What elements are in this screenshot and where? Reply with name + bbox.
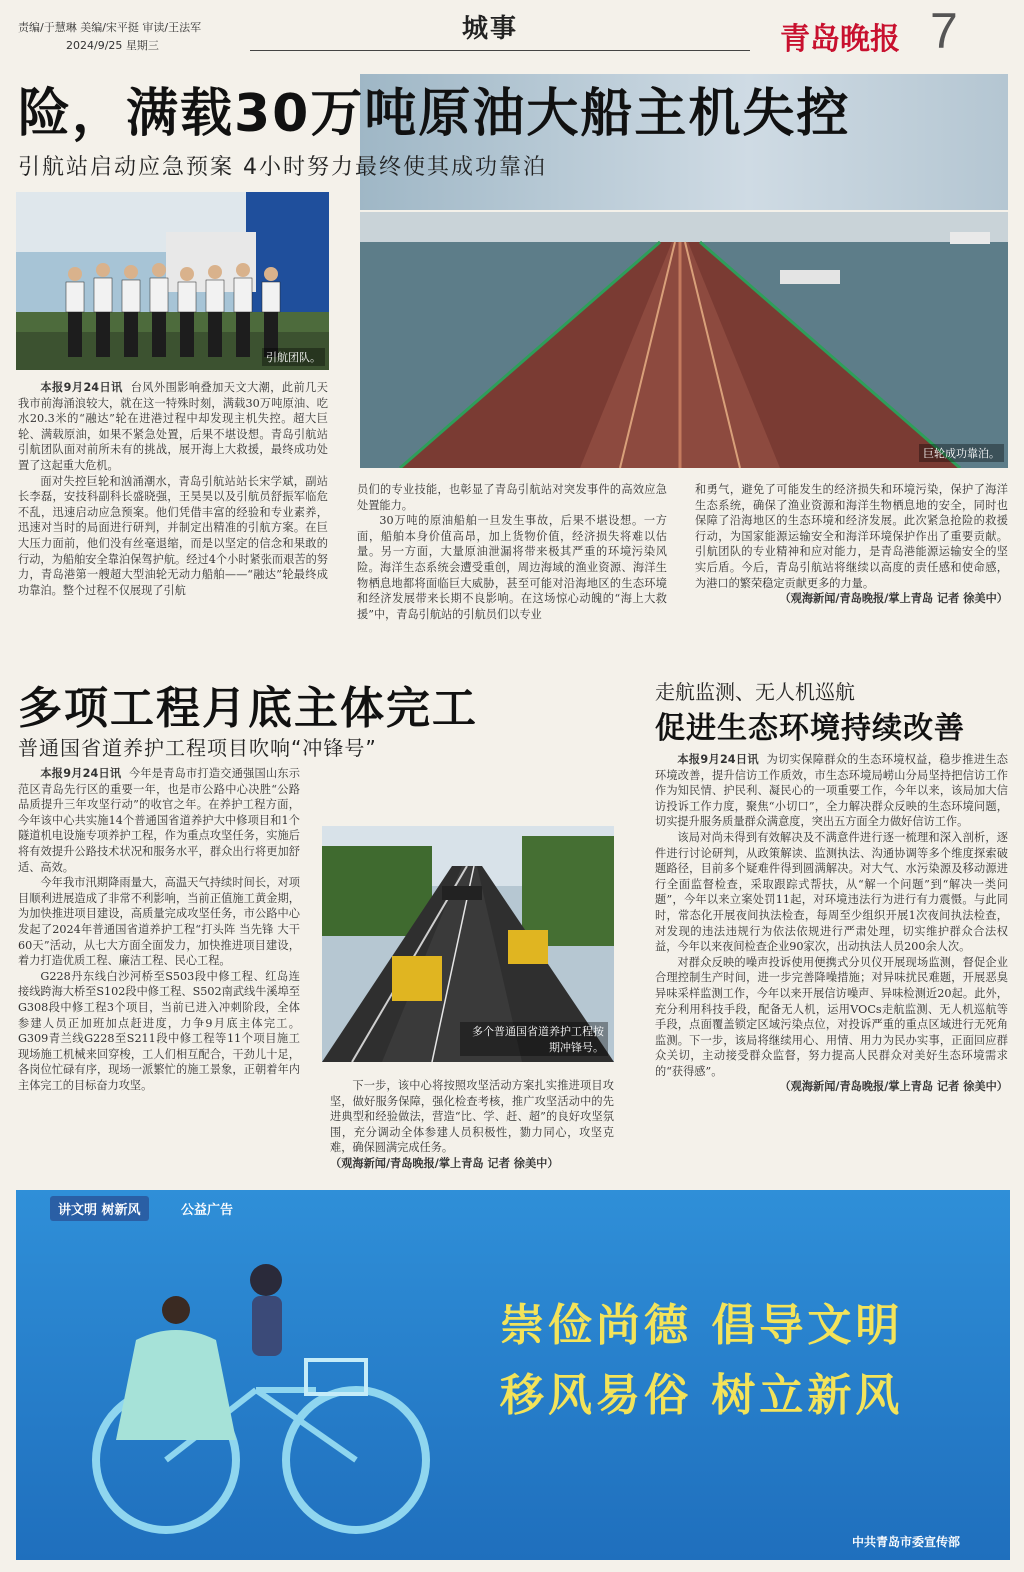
tanker-deck-photo	[360, 212, 1008, 468]
story3-paragraph-2: 该局对尚未得到有效解决及不满意件进行逐一梳理和深入剖析，逐件进行讨论研判，从政策解读、监测执法、沟通协调等多个维度探索破题路径，目前多个疑难件得到圆满解决。对大气、水污染源及移动源进行全面监督检查，采取跟踪式帮扶，从“解一个问题”到“解决一类问题”，今年以来立案处罚11起，对环境违法行为进行有力震慑。与此同时，常态化开展夜间执法检查，每周至少组织开展1次夜间执法检查，对发现的违法违规行为依法依规进行严肃处理，切实维护群众合法权益，今年以来夜间检查企业90家次，出动执法人员200余人次。	[655, 830, 1008, 954]
story1-paragraph-1: 台风外围影响叠加天文大潮，此前几天我市前海涌浪较大，就在这一特殊时刻，满载30万吨原油、吃水20.3米的“融达”轮在进港过程中却发现主机失控。超大巨轮、满载原油，如果不紧急处置，后果不堪设想。青岛引航站引航团队面对前所未有的挑战，展开海上大救援，最终成功处置了这起重大危机。	[18, 381, 328, 472]
story1-column-3	[695, 482, 1008, 607]
story2-dateline: 本报9月24日讯	[40, 767, 122, 780]
editors-line: 责编/于慧琳 美编/宋平挺 审读/王法军	[18, 21, 202, 34]
story3-dateline: 本报9月24日讯	[677, 753, 759, 766]
story2-column-2	[330, 1078, 614, 1172]
story3-credit: （观海新闻/青岛晚报/掌上青岛 记者 徐美中）	[779, 1080, 1008, 1094]
section-title: 城事	[462, 14, 519, 44]
story1-dateline: 本报9月24日讯	[40, 381, 123, 394]
tanker-deck-photo-caption: 巨轮成功靠泊。	[919, 444, 1004, 462]
story2-column-1	[18, 766, 300, 1093]
story1-paragraph-2-cont: 员们的专业技能，也彰显了青岛引航站对突发事件的高效应急处置能力。	[357, 483, 667, 512]
story3-column	[655, 752, 1008, 1095]
couple-bicycle-illustration	[56, 1250, 476, 1550]
story2-paragraph-2: 今年我市汛期降雨量大，高温天气持续时间长，对项目顺利进展造成了非常不利影响，当前正值施工黄金期，为加快推进项目建设，高质量完成攻坚任务，市公路中心发起了2024年普通国省道养护工程“打头阵 当先锋 大干60天”活动，从七大方面全面发力，加快推进项目建设，着力打造优质工程、廉洁工程、民心工程。	[18, 876, 300, 968]
story1-paragraph-2: 面对失控巨轮和汹涌潮水，青岛引航站站长宋学斌，副站长李磊，安技科副科长盛晓强，王昊昊以及引航员舒振军临危不乱，迅速启动应急预案。他们凭借丰富的经验和专业素养，迅速对当时的局面进行研判，并制定出精准的引航方案。在巨大压力面前，他们没有丝毫退缩，而是以坚定的信念和果敢的行动，为船舶安全靠泊保驾护航。经过4个小时紧张而艰苦的努力，青岛港第一艘超大型油轮无动力船舶——“融达”轮最终成功靠泊。整个过程不仅展现了引航	[18, 474, 328, 597]
road-paving-photo	[322, 826, 614, 1062]
public-service-ad	[16, 1190, 1010, 1560]
story3-kicker: 走航监测、无人机巡航	[655, 680, 855, 704]
newspaper-logo: 青岛晚报	[780, 22, 900, 57]
story2-headline: 多项工程月底主体完工	[18, 683, 478, 734]
ad-slogan-line-1: 崇俭尚德 倡导文明	[500, 1300, 904, 1351]
story1-column-2	[357, 482, 667, 622]
pilot-team-photo	[16, 192, 329, 370]
story2-paragraph-1: 今年是青岛市打造交通强国山东示范区青岛先行区的重要一年，也是市公路中心决胜“公路品质提升三年攻坚行动”的收官之年。在养护工程方面，今年该中心共实施14个普通国省道养护大中修项目和1个隧道机电设施专项养护工程，作为重点攻坚任务，实施后将有效提升公路技术状况和服务水平，群众出行将更加舒适、高效。	[18, 767, 300, 874]
ad-tag-public-service: 公益广告	[181, 1203, 234, 1218]
story2-paragraph-3: G228丹东线白沙河桥至S503段中修工程、红岛连接线跨海大桥至S102段中修工程、S502南武线牛溪埠至G308段中修工程3个项目，当前已进入冲刺阶段，全体参建人员正加班加点赶进度，力争9月底主体完工。G309青兰线G228至S211段中修工程等11个项目施工现场施工机械来回穿梭，工人们相互配合，干劲儿十足，各岗位忙碌有序，现场一派繁忙的施工景象，正朝着年内主体完工的目标奋力攻坚。	[18, 969, 300, 1092]
story2-credit: （观海新闻/青岛晚报/掌上青岛 记者 徐美中）	[330, 1156, 559, 1170]
story3-paragraph-3: 对群众反映的噪声投诉使用便携式分贝仪开展现场监测，督促企业合理控制生产时间，进一步完善降噪措施；对异味扰民难题，开展恶臭异味采样监测工作，今年以来开展信访噪声、异味检测近20起。此外，充分利用科技手段，配备无人机，运用VOCs走航监测、无人机巡航等手段，点面覆盖锁定区域污染点位，对投诉严重的重点区域进行无死角监测。下一步，该局将继续用心、用情、用力为民办实事，正面回应群众关切，主动接受群众监督，努力提高人民群众对美好生态环境需求的“获得感”。	[655, 955, 1008, 1078]
pilot-team-photo-caption: 引航团队。	[262, 348, 325, 366]
story1-credit: （观海新闻/青岛晚报/掌上青岛 记者 徐美中）	[779, 592, 1008, 606]
ad-slogan-line-2: 移风易俗 树立新风	[500, 1370, 904, 1421]
story1-headline: 险，满载30万吨原油大船主机失控	[18, 84, 851, 144]
ad-tag-civilization: 讲文明 树新风	[58, 1203, 141, 1218]
story2-paragraph-4: 下一步，该中心将按照攻坚活动方案扎实推进项目攻坚，做好服务保障，强化检查考核，推广攻坚活动中的先进典型和经验做法，营造“比、学、赶、超”的良好攻坚氛围，充分调动全体参建人员积极性，勠力同心，攻坚克难，确保圆满完成任务。	[330, 1079, 614, 1155]
story1-column-1	[18, 380, 328, 598]
header-rule	[250, 50, 750, 51]
issue-date: 2024/9/25 星期三	[66, 39, 159, 52]
page-number: 7	[930, 3, 958, 59]
ad-sponsor: 中共青岛市委宣传部	[851, 1535, 960, 1549]
story3-paragraph-1: 为切实保障群众的生态环境权益，稳步推进生态环境改善，提升信访工作质效，市生态环境局崂山分局坚持把信访工作作为知民情、护民利、凝民心的一项重要工作，今年以来，该局加大信访投诉工作力度，聚焦“小切口”，全力解决群众反映的生态环境问题，切实提升服务质量群众满意度，突出五方面全力做好信访工作。	[655, 753, 1008, 829]
story1-paragraph-3: 30万吨的原油船舶一旦发生事故，后果不堪设想。一方面，船舶本身价值高昂，加上货物价值，经济损失将难以估量。另一方面，大量原油泄漏将带来极其严重的环境污染风险。海洋生态系统会遭受重创，周边海域的渔业资源、海洋生物栖息地都将面临巨大威胁，甚至可能对沿海地区的生态环境和经济发展带来长期不良影响。在这场惊心动魄的“海上大救援”中，青岛引航站的引航员们以专业	[357, 514, 667, 621]
road-paving-photo-caption: 多个普通国省道养护工程按期冲锋号。	[460, 1022, 608, 1056]
story2-subhead: 普通国省道养护工程项目吹响“冲锋号”	[18, 736, 377, 760]
story3-headline: 促进生态环境持续改善	[655, 711, 965, 746]
story1-paragraph-3-cont: 和勇气，避免了可能发生的经济损失和环境污染，保护了海洋生态系统，确保了渔业资源和海洋生物栖息地的安全，同时也保障了沿海地区的生态环境和经济发展。此次紧急抢险的救援行动，为国家能源运输安全和海洋环境保护作出了重要贡献。引航团队的专业精神和应对能力，是青岛港能源运输安全的坚实后盾。今后，青岛引航站将继续以高度的责任感和使命感，为港口的繁荣稳定贡献更多的力量。	[695, 483, 1008, 590]
story1-subhead: 引航站启动应急预案 4小时努力最终使其成功靠泊	[18, 155, 547, 180]
